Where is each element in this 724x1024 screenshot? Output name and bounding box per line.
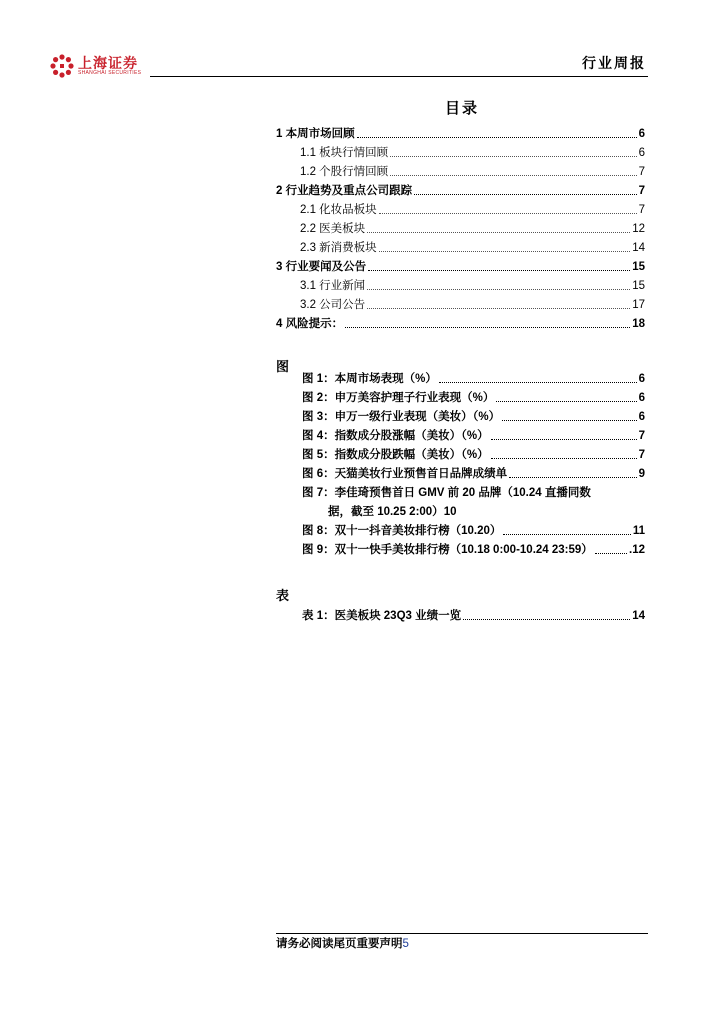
figure-entry-label: 图 4：指数成分股涨幅（美妆）（%）	[302, 430, 489, 442]
toc-entry[interactable]	[276, 297, 645, 313]
figure-entry[interactable]	[276, 447, 645, 463]
figure-entry-page: 6	[638, 373, 645, 385]
leader-dots	[367, 308, 630, 309]
toc-entry-label: 3.2 公司公告	[300, 299, 366, 311]
toc-entry-label: 3 行业要闻及公告	[276, 261, 367, 273]
toc-entry[interactable]	[276, 164, 645, 180]
toc-entry-label: 2.3 新消费板块	[300, 242, 377, 254]
toc-entry-page: 7	[638, 166, 645, 178]
toc-entry-page: 7	[638, 204, 645, 216]
toc-entry-page: 6	[638, 128, 645, 140]
logo-english-name: SHANGHAI SECURITIES	[78, 69, 142, 76]
figure-entry[interactable]	[276, 523, 645, 539]
toc-entry-label: 2 行业趋势及重点公司跟踪	[276, 185, 413, 197]
figure-entry-label: 图 3：申万一级行业表现（美妆）（%）	[302, 411, 501, 423]
figure-entry-page: 11	[632, 525, 645, 537]
figure-entry[interactable]	[276, 371, 645, 387]
toc-entry[interactable]	[276, 240, 645, 256]
toc-entry-page: 17	[632, 299, 645, 311]
figure-entry-label: 图 9：双十一快手美妆排行榜（10.18 0:00-10.24 23:59）	[302, 544, 593, 556]
figure-entry-label: 图 2：申万美容护理子行业表现（%）	[302, 392, 495, 404]
leader-dots	[595, 553, 627, 554]
toc-entry-page: 14	[632, 242, 645, 254]
leader-dots	[491, 439, 637, 440]
header-divider	[150, 76, 648, 77]
figure-entry-label: 图 6：天猫美妆行业预售首日品牌成绩单	[302, 468, 508, 480]
figures-heading: 图	[276, 359, 290, 374]
figure-entry-page: 10	[443, 506, 457, 518]
leader-dots	[357, 137, 637, 138]
toc-entry[interactable]	[276, 221, 645, 237]
figure-entry-page: 6	[638, 392, 645, 404]
figure-entry-label: 图 1：本周市场表现（%）	[302, 373, 437, 385]
figure-entry[interactable]	[276, 542, 645, 558]
toc-entry-page: 15	[632, 261, 645, 273]
leader-dots	[414, 194, 637, 195]
toc-entry[interactable]	[276, 278, 645, 294]
leader-dots	[439, 382, 637, 383]
toc-title: 目录	[444, 100, 479, 117]
figure-entry-page: 7	[638, 430, 645, 442]
figure-entry-label: 图 5：指数成分股跌幅（美妆）（%）	[302, 449, 489, 461]
leader-dots	[503, 534, 630, 535]
leader-dots	[502, 420, 637, 421]
page-number: 5	[402, 938, 409, 950]
figure-entry[interactable]	[276, 466, 645, 482]
leader-dots	[345, 327, 630, 328]
toc-entry-label: 2.2 医美板块	[300, 223, 366, 235]
toc-entry-label: 1 本周市场回顾	[276, 128, 355, 140]
figure-entry-line1[interactable]: 图 7：李佳琦预售首日 GMV 前 20 品牌（10.24 直播同数	[302, 487, 591, 499]
leader-dots	[367, 232, 630, 233]
toc-entry[interactable]	[276, 316, 645, 332]
page-footer	[276, 935, 409, 951]
toc-entry-label: 4 风险提示：	[276, 318, 344, 330]
toc-entry[interactable]	[276, 145, 645, 161]
toc-entry-label: 1.2 个股行情回顾	[300, 166, 389, 178]
leader-dots	[368, 270, 630, 271]
leader-dots	[390, 175, 636, 176]
tables-heading: 表	[276, 588, 290, 603]
footer-divider	[276, 933, 648, 934]
figure-entry-page: 7	[638, 449, 645, 461]
company-logo	[50, 54, 141, 78]
toc-entry[interactable]	[276, 202, 645, 218]
toc-entry-label: 3.1 行业新闻	[300, 280, 366, 292]
figure-entry-page: 6	[638, 411, 645, 423]
toc-entry-page: 12	[632, 223, 645, 235]
toc-entry-page: 7	[638, 185, 645, 197]
toc-entry-page: 15	[632, 280, 645, 292]
figure-entry-label: 图 8：双十一抖音美妆排行榜（10.20）	[302, 525, 502, 537]
logo-chinese-name: 上海证券	[78, 54, 138, 71]
toc-entry-page: 18	[632, 318, 645, 330]
table-entry[interactable]	[276, 608, 645, 624]
toc-entry-page: 6	[638, 147, 645, 159]
toc-entry[interactable]	[276, 183, 645, 199]
figure-entry-label: 据，截至 10.25 2:00）	[328, 506, 444, 518]
figure-entry-page: 9	[638, 468, 645, 480]
toc-entry-label: 2.1 化妆品板块	[300, 204, 377, 216]
toc-entry[interactable]	[276, 259, 645, 275]
leader-dots	[491, 458, 637, 459]
toc-entry-label: 1.1 板块行情回顾	[300, 147, 389, 159]
leader-dots	[367, 289, 630, 290]
figure-entry[interactable]	[276, 390, 645, 406]
leader-dots	[390, 156, 636, 157]
leader-dots	[509, 477, 637, 478]
page-header	[50, 50, 648, 78]
figure-entry[interactable]	[276, 409, 645, 425]
leader-dots	[379, 251, 631, 252]
figure-entry[interactable]	[276, 504, 645, 520]
toc-entry[interactable]	[276, 126, 645, 142]
logo-emblem-icon	[50, 54, 74, 78]
table-entry-page: 14	[632, 610, 645, 622]
disclaimer-notice: 请务必阅读尾页重要声明	[276, 938, 403, 950]
table-entry-label: 表 1：医美板块 23Q3 业绩一览	[302, 610, 462, 622]
figure-entry-page: .12	[629, 544, 645, 556]
figure-entry[interactable]	[276, 428, 645, 444]
report-type-label: 行业周报	[582, 55, 646, 71]
leader-dots	[379, 213, 637, 214]
leader-dots	[496, 401, 636, 402]
leader-dots	[463, 619, 630, 620]
